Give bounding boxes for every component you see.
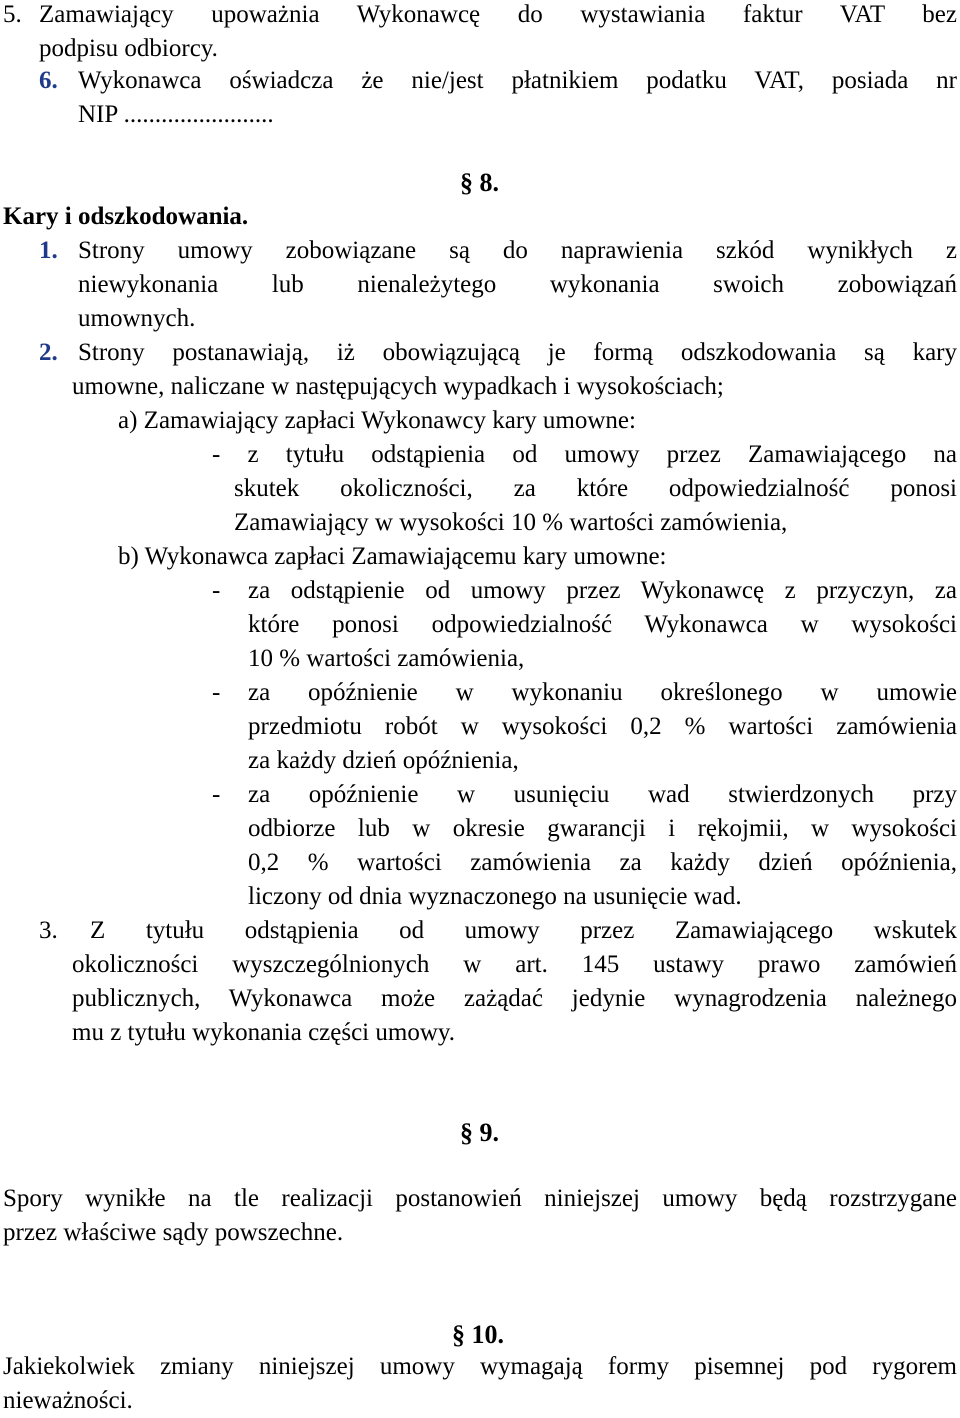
section-9-heading: § 9. <box>460 1118 499 1147</box>
subpoint-a-dash-1-line-3: Zamawiający w wysokości 10 % wartości zamówienia, <box>234 509 788 536</box>
section-10-line-1: Jakiekolwiek zmiany niniejszej umowy wymagają formy pisemnej pod rygorem <box>3 1353 957 1380</box>
dash-1: - <box>212 577 221 604</box>
item-5-line-1: Zamawiający upoważnia Wykonawcę do wystawiania faktur VAT bez <box>39 1 957 28</box>
subpoint-a-dash-1-line-2: skutek okoliczności, za które odpowiedzialność ponosi <box>234 475 957 502</box>
subpoint-b-dash-1-line-3: 10 % wartości zamówienia, <box>248 645 525 672</box>
list-number-2: 2. <box>39 339 58 366</box>
list-number-5: 5. <box>3 1 22 28</box>
subpoint-b-dash-3-line-4: liczony od dnia wyznaczonego na usunięcie wad. <box>248 883 742 910</box>
subpoint-b-dash-2-line-2: przedmiotu robót w wysokości 0,2 % wartości zamówienia <box>248 713 957 740</box>
list-number-1: 1. <box>39 237 58 264</box>
point-3-line-1: Z tytułu odstąpienia od umowy przez Zamawiającego wskutek <box>90 917 957 944</box>
list-number-6: 6. <box>39 67 58 94</box>
point-1-line-2: niewykonania lub nienależytego wykonania swoich zobowiązań <box>78 271 957 298</box>
point-2-line-2: umowne, naliczane w następujących wypadkach i wysokościach; <box>72 373 724 400</box>
subpoint-a: a) Zamawiający zapłaci Wykonawcy kary umowne: <box>118 407 636 434</box>
list-number-3: 3. <box>39 917 58 944</box>
section-8-title: Kary i odszkodowania. <box>3 203 249 230</box>
subpoint-b-dash-3-line-2: odbiorze lub w okresie gwarancji i rękojmii, w wysokości <box>248 815 957 842</box>
subpoint-b-dash-2-line-3: za każdy dzień opóźnienia, <box>248 747 519 774</box>
subpoint-b-dash-1-line-2: które ponosi odpowiedzialność Wykonawca w wysokości <box>248 611 957 638</box>
item-6-line-1: Wykonawca oświadcza że nie/jest płatnikiem podatku VAT, posiada nr <box>78 67 957 94</box>
point-3-line-4: mu z tytułu wykonania części umowy. <box>72 1019 456 1046</box>
subpoint-b-dash-3-line-1: za opóźnienie w usunięciu wad stwierdzonych przy <box>248 781 957 808</box>
subpoint-b-dash-3-line-3: 0,2 % wartości zamówienia za każdy dzień opóźnienia, <box>248 849 957 876</box>
subpoint-b-dash-2-line-1: za opóźnienie w wykonaniu określonego w umowie <box>248 679 957 706</box>
point-1-line-3: umownych. <box>78 305 196 332</box>
section-10-heading: § 10. <box>452 1320 504 1349</box>
point-3-line-2: okoliczności wyszczególnionych w art. 145 ustawy prawo zamówień <box>72 951 957 978</box>
item-6-line-2: NIP ........................ <box>78 101 274 128</box>
section-9-line-1: Spory wynikłe na tle realizacji postanowień niniejszej umowy będą rozstrzygane <box>3 1185 957 1212</box>
subpoint-b: b) Wykonawca zapłaci Zamawiającemu kary umowne: <box>118 543 667 570</box>
section-10-line-2: nieważności. <box>3 1387 133 1414</box>
section-8-heading: § 8. <box>460 168 499 197</box>
point-1-line-1: Strony umowy zobowiązane są do naprawienia szkód wynikłych z <box>78 237 957 264</box>
subpoint-b-dash-1-line-1: za odstąpienie od umowy przez Wykonawcę z przyczyn, za <box>248 577 957 604</box>
subpoint-a-dash-1-line-1: - z tytułu odstąpienia od umowy przez Zamawiającego na <box>212 441 957 468</box>
item-5-line-2: podpisu odbiorcy. <box>39 35 218 62</box>
dash-3: - <box>212 781 221 808</box>
point-3-line-3: publicznych, Wykonawca może zażądać jedynie wynagrodzenia należnego <box>72 985 957 1012</box>
dash-2: - <box>212 679 221 706</box>
section-9-line-2: przez właściwe sądy powszechne. <box>3 1219 344 1246</box>
point-2-line-1: Strony postanawiają, iż obowiązującą je formą odszkodowania są kary <box>78 339 957 366</box>
